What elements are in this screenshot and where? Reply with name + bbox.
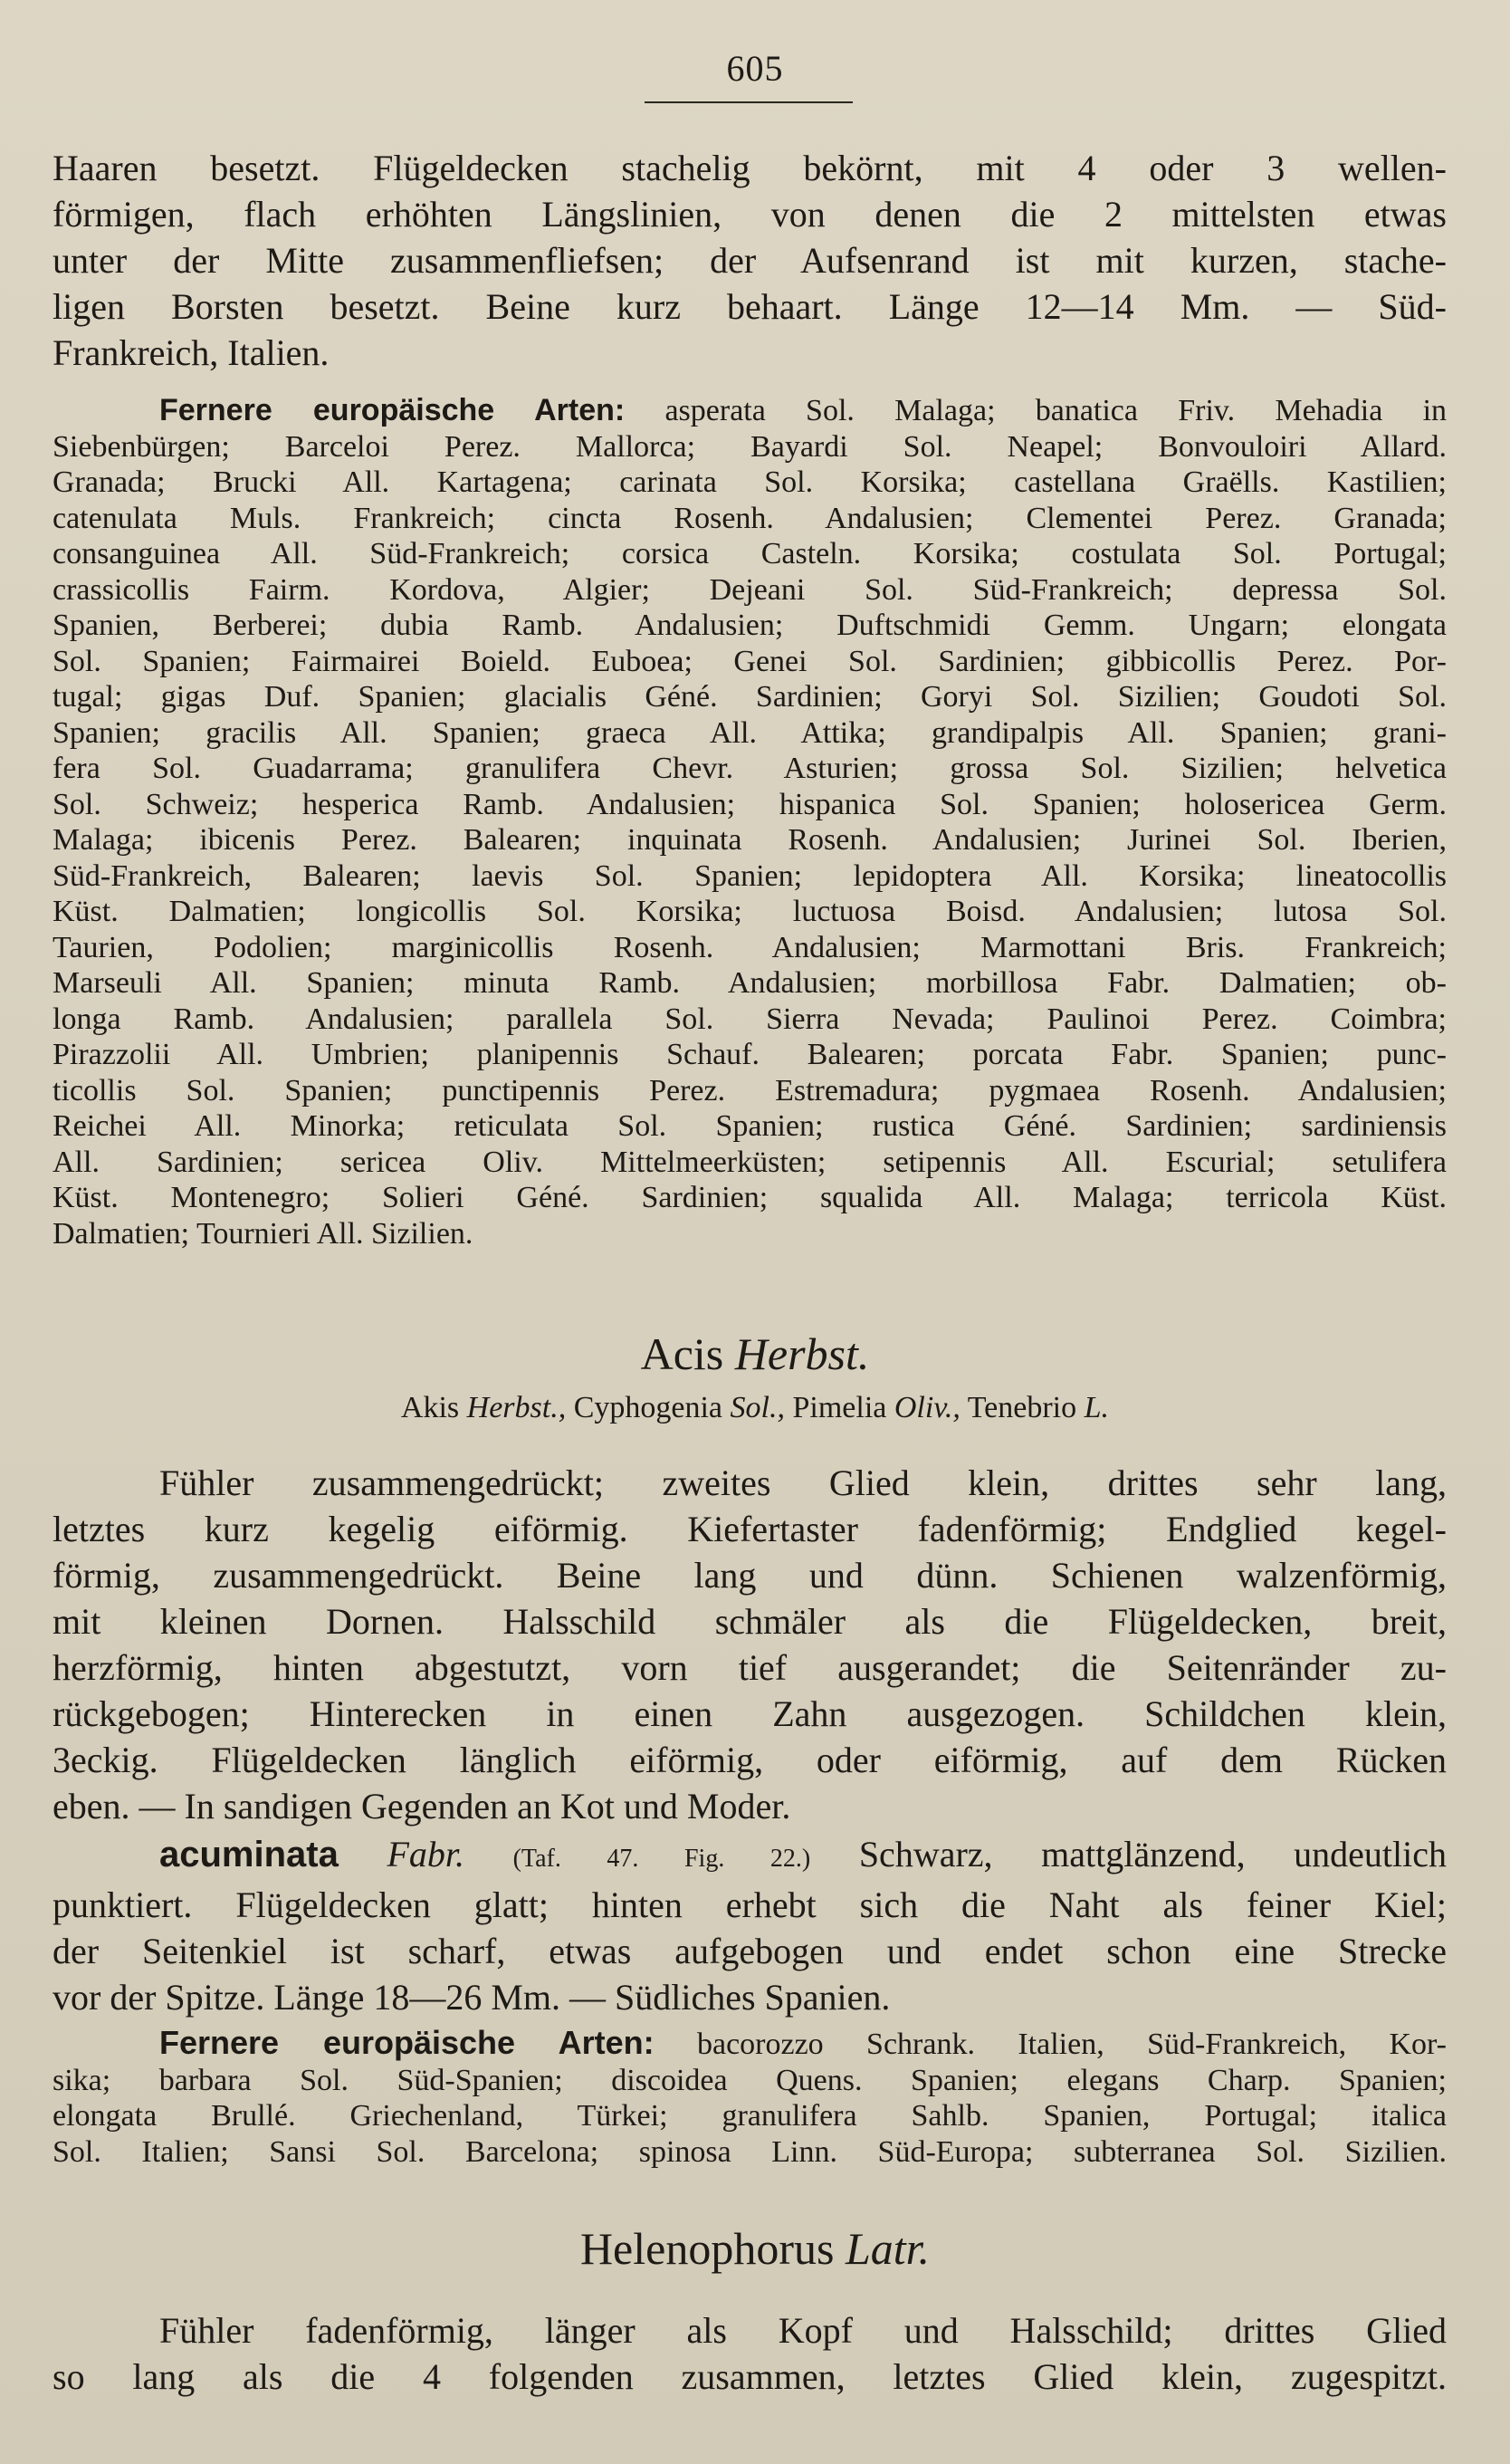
text-line: unter der Mitte zusammenfliefsen; der Aufsenrand ist mit kurzen, stache- xyxy=(53,240,1447,281)
text-line: sika; barbara Sol. Süd-Spanien; discoidea Quens. Spanien; elegans Charp. Spanien; xyxy=(53,2063,1447,2097)
text-line: Fernere europäische Arten: bacorozzo Schrank. Italien, Süd-Frankreich, Kor- xyxy=(159,2024,1448,2061)
text-line: Fernere europäische Arten: asperata Sol. Malaga; banatica Friv. Mehadia in xyxy=(159,393,1448,427)
text-line: vor der Spitze. Länge 18—26 Mm. — Südliches Spanien. xyxy=(53,1977,891,2018)
text-line: Fühler fadenförmig, länger als Kopf und Halsschild; drittes Glied xyxy=(159,2310,1447,2351)
text-line: crassicollis Fairm. Kordova, Algier; Dejeani Sol. Süd-Frankreich; depressa Sol. xyxy=(53,572,1447,607)
genus-synonyms: Akis Herbst., Cyphogenia Sol., Pimelia Oliv., Tenebrio L. xyxy=(400,1391,1110,1424)
text-line: mit kleinen Dornen. Halsschild schmäler als die Flügeldecken, breit, xyxy=(53,1601,1447,1642)
text-line: Granada; Brucki All. Kartagena; carinata Sol. Korsika; castellana Graëlls. Kastilien; xyxy=(53,465,1447,499)
text-line: fera Sol. Guadarrama; granulifera Chevr. Asturien; grossa Sol. Sizilien; helvetica xyxy=(53,752,1447,785)
text-line: Küst. Dalmatien; longicollis Sol. Korsika; luctuosa Boisd. Andalusien; lutosa Sol. xyxy=(53,895,1447,928)
text-line: eben. — In sandigen Gegenden an Kot und Moder. xyxy=(53,1786,791,1826)
paragraph-continuation xyxy=(53,145,1447,376)
genus-author: Herbst. xyxy=(734,1328,870,1379)
text-line: förmigen, flach erhöhten Längslinien, von denen die 2 mittelsten etwas xyxy=(53,194,1447,235)
text-line: Marseuli All. Spanien; minuta Ramb. Andalusien; morbillosa Fabr. Dalmatien; ob- xyxy=(53,966,1447,1000)
text-line: Haaren besetzt. Flügeldecken stachelig bekörnt, mit 4 oder 3 wellen- xyxy=(53,148,1447,188)
text-line: Sol. Schweiz; hesperica Ramb. Andalusien; hispanica Sol. Spanien; holosericea Germ. xyxy=(53,787,1447,821)
text-line: Reichei All. Minorka; reticulata Sol. Spanien; rustica Géné. Sardinien; sardiniensis xyxy=(53,1109,1447,1143)
text-line: Spanien; gracilis All. Spanien; graeca All. Attika; grandipalpis All. Spanien; grani- xyxy=(53,715,1447,750)
text-line: All. Sardinien; sericea Oliv. Mittelmeerküsten; setipennis All. Escurial; setulifera xyxy=(53,1145,1447,1179)
text-line: acuminata Fabr. (Taf. 47. Fig. 22.) Schwarz, mattglänzend, undeutlich xyxy=(159,1834,1447,1874)
text-line: tugal; gigas Duf. Spanien; glacialis Géné. Sardinien; Goryi Sol. Sizilien; Goudoti Sol. xyxy=(53,680,1447,714)
genus-name: Acis xyxy=(640,1328,724,1379)
genus-heading xyxy=(0,2222,1510,2275)
text-line: Sol. Spanien; Fairmairei Boield. Euboea; Genei Sol. Sardinien; gibbicollis Perez. Por- xyxy=(53,644,1447,678)
text-line: der Seitenkiel ist scharf, etwas aufgebogen und endet schon eine Strecke xyxy=(53,1931,1447,1971)
text-line: Süd-Frankreich, Balearen; laevis Sol. Spanien; lepidoptera All. Korsika; lineatocollis xyxy=(53,858,1447,893)
text-line: elongata Brullé. Griechenland, Türkei; granulifera Sahlb. Spanien, Portugal; italica xyxy=(53,2099,1447,2133)
text-line: Dalmatien; Tournieri All. Sizilien. xyxy=(53,1216,473,1251)
text-line: Frankreich, Italien. xyxy=(53,332,330,373)
plate-reference: (Taf. 47. Fig. 22.) xyxy=(512,1845,811,1873)
text-line: Siebenbürgen; Barceloi Perez. Mallorca; Bayardi Sol. Neapel; Bonvouloiri Allard. xyxy=(53,429,1447,464)
text-line: so lang als die 4 folgenden zusammen, letztes Glied klein, zugespitzt. xyxy=(53,2356,1447,2397)
page-number: 605 xyxy=(726,48,784,89)
genus-heading xyxy=(0,1328,1510,1380)
text-line: rückgebogen; Hinterecken in einen Zahn ausgezogen. Schildchen klein, xyxy=(53,1693,1447,1734)
text-line: Taurien, Podolien; marginicollis Rosenh. Andalusien; Marmottani Bris. Frankreich; xyxy=(53,930,1447,964)
text-line: Pirazzolii All. Umbrien; planipennis Schauf. Balearen; porcata Fabr. Spanien; punc- xyxy=(53,1038,1447,1071)
genus-name: Helenophorus xyxy=(579,2223,835,2274)
text-line: catenulata Muls. Frankreich; cincta Rosenh. Andalusien; Clementei Perez. Granada; xyxy=(53,501,1447,535)
european-species-list xyxy=(53,393,1447,1251)
section-heading: Fernere europäische Arten: xyxy=(159,2024,655,2061)
text-line: longa Ramb. Andalusien; parallela Sol. Sierra Nevada; Paulinoi Perez. Coimbra; xyxy=(53,1002,1447,1036)
text-line: 3eckig. Flügeldecken länglich eiförmig, oder eiförmig, auf dem Rücken xyxy=(53,1740,1447,1780)
text-line: herzförmig, hinten abgestutzt, vorn tief ausgerandet; die Seitenränder zu- xyxy=(53,1647,1447,1688)
text-line: Fühler zusammengedrückt; zweites Glied klein, drittes sehr lang, xyxy=(159,1462,1447,1503)
text-line: Sol. Italien; Sansi Sol. Barcelona; spinosa Linn. Süd-Europa; subterranea Sol. Sizilien. xyxy=(53,2134,1447,2169)
species-name: acuminata xyxy=(159,1835,339,1874)
text-line: punktiert. Flügeldecken glatt; hinten erhebt sich die Naht als feiner Kiel; xyxy=(53,1884,1447,1925)
species-author: Fabr. xyxy=(387,1834,465,1874)
text-line: Spanien, Berberei; dubia Ramb. Andalusien; Duftschmidi Gemm. Ungarn; elongata xyxy=(53,609,1447,642)
genus-author: Latr. xyxy=(845,2223,931,2274)
text-line: förmig, zusammengedrückt. Beine lang und dünn. Schienen walzenförmig, xyxy=(53,1555,1447,1596)
text-line: letztes kurz kegelig eiförmig. Kiefertaster fadenförmig; Endglied kegel- xyxy=(53,1509,1447,1549)
text-line: Malaga; ibicenis Perez. Balearen; inquinata Rosenh. Andalusien; Jurinei Sol. Iberien, xyxy=(53,823,1447,857)
text-line: consanguinea All. Süd-Frankreich; corsica Casteln. Korsika; costulata Sol. Portugal; xyxy=(53,537,1447,570)
genus-description xyxy=(53,2307,1447,2400)
genus-description xyxy=(53,1460,1447,1829)
text-line: ligen Borsten besetzt. Beine kurz behaart. Länge 12—14 Mm. — Süd- xyxy=(53,286,1447,327)
text-line: Küst. Montenegro; Solieri Géné. Sardinien; squalida All. Malaga; terricola Küst. xyxy=(53,1181,1447,1214)
text-line: ticollis Sol. Spanien; punctipennis Perez. Estremadura; pygmaea Rosenh. Andalusien; xyxy=(53,1073,1447,1107)
section-heading: Fernere europäische Arten: xyxy=(159,393,626,427)
european-species-list xyxy=(53,2025,1447,2170)
species-entry xyxy=(53,1831,1447,2020)
page-number-rule xyxy=(645,101,853,103)
